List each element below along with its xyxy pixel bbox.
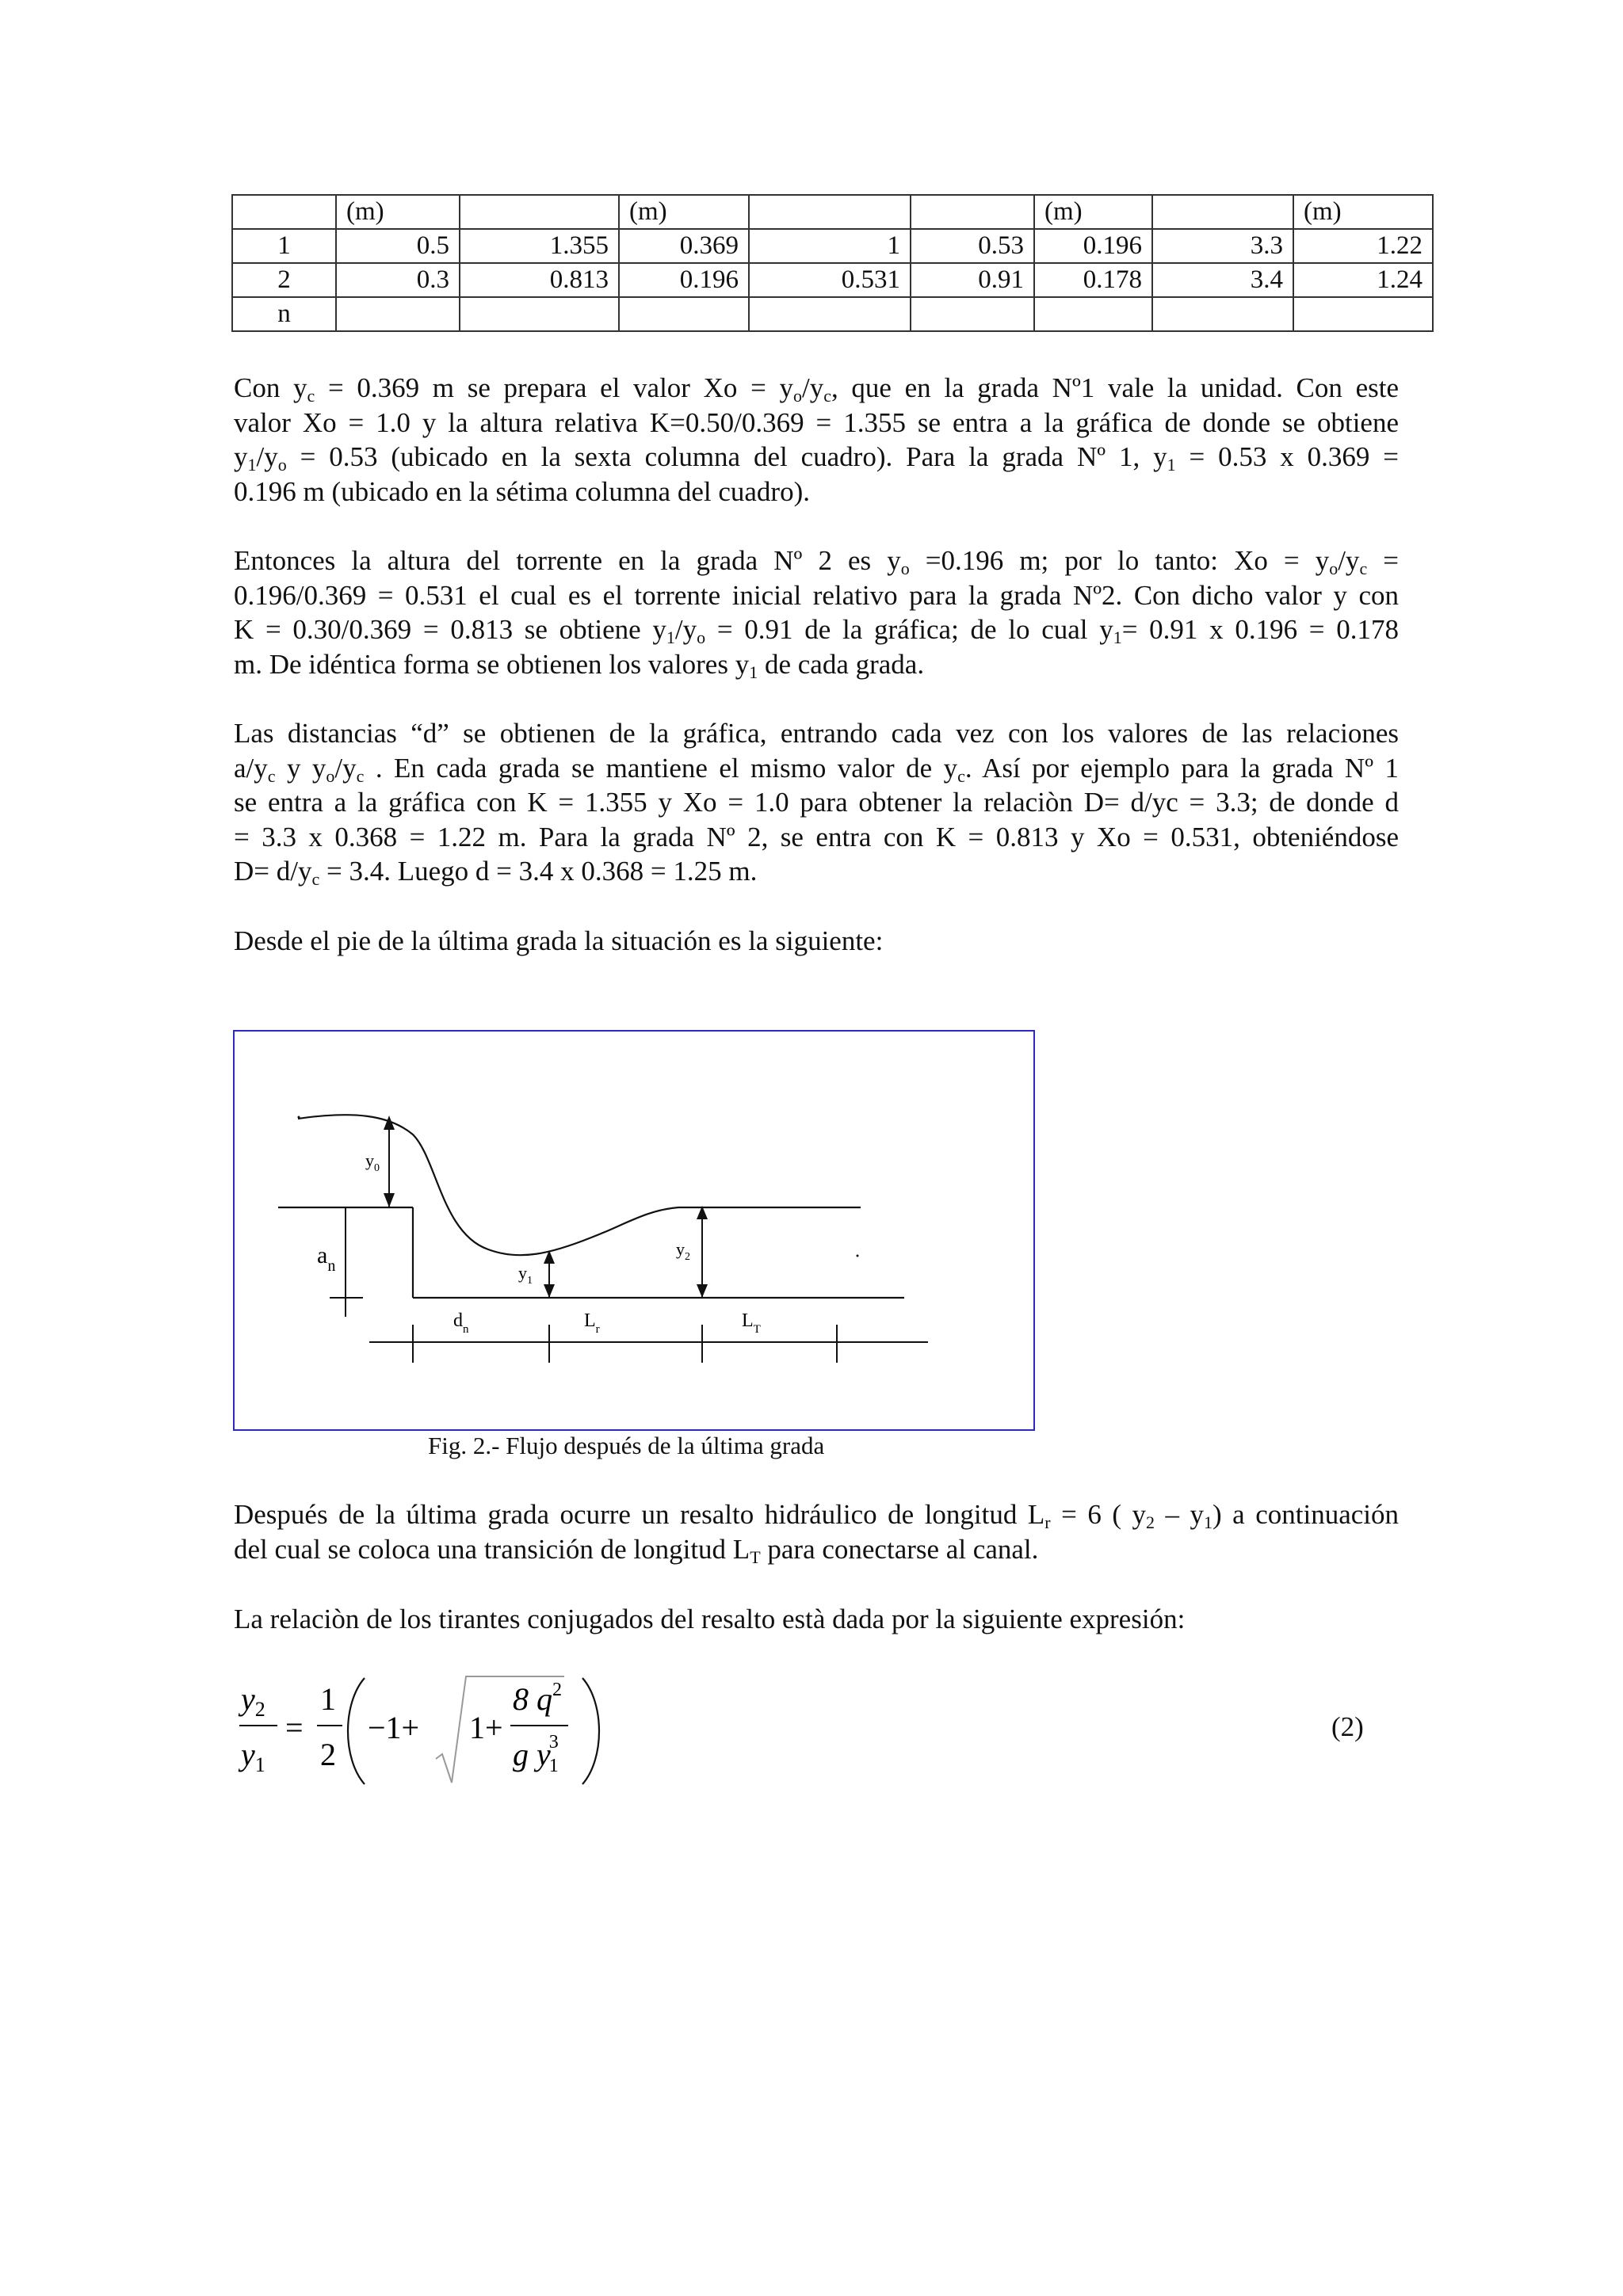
text-line: m. De idéntica forma se obtienen los valores $y_1$ de cada grada. bbox=[234, 648, 925, 682]
formula-minus-one: −1+ bbox=[368, 1710, 420, 1745]
table-cell: 0.531 bbox=[749, 263, 911, 297]
table-cell bbox=[336, 297, 460, 331]
formula-left-paren bbox=[348, 1678, 365, 1784]
table-header-cell: (m) bbox=[619, 195, 749, 229]
text-line: Entonces la altura del torrente en la grada Nº 2 es $y_o =0.196$ m; por lo tanto: $Xo = y_o/y_c$ = bbox=[234, 545, 1399, 578]
text-line: = 3.3 x 0.368 = 1.22 m. Para la grada Nº 2, se entra con K = 0.813 y Xo = 0.531, obteniéndose bbox=[234, 821, 1399, 852]
text-line: del cual se coloca una transición de longitud $L_T$ para conectarse al canal. bbox=[234, 1533, 1039, 1567]
y1-label: $y_1$ bbox=[518, 1263, 533, 1287]
paragraph-3 bbox=[234, 716, 1399, 889]
formula-one-plus: 1+ bbox=[469, 1710, 503, 1745]
table-cell: 3.4 bbox=[1152, 263, 1293, 297]
table-cell: 0.196 bbox=[619, 263, 749, 297]
lt-label: $L_T$ bbox=[742, 1310, 761, 1336]
text-line: valor Xo = 1.0 y la altura relativa K=0.50/0.369 = 1.355 se entra a la gráfica de donde se obtiene bbox=[234, 406, 1399, 438]
table-cell bbox=[619, 297, 749, 331]
y0-label: $y_0$ bbox=[365, 1150, 380, 1174]
table-header-cell bbox=[1152, 195, 1293, 229]
stray-dot-right bbox=[857, 1255, 859, 1257]
table-header-cell bbox=[911, 195, 1034, 229]
formula-inner-denominator: g y13 bbox=[513, 1732, 559, 1776]
formula-inner-numerator: 8 $q^2$ bbox=[513, 1680, 562, 1717]
table-cell: n bbox=[232, 297, 336, 331]
table-row bbox=[232, 297, 1433, 331]
table-cell: 1 bbox=[232, 229, 336, 263]
table-cell: 0.369 bbox=[619, 229, 749, 263]
table-header-row bbox=[232, 195, 1433, 229]
table-header-cell: (m) bbox=[1293, 195, 1433, 229]
text-line: $D= d/y_c = 3.4$. Luego d = 3.4 x 0.368 = 1.25 m. bbox=[234, 856, 758, 889]
table-row bbox=[232, 229, 1433, 263]
table-row bbox=[232, 263, 1433, 297]
table-cell bbox=[1152, 297, 1293, 331]
table-cell bbox=[1034, 297, 1152, 331]
figure-caption: Fig. 2.- Flujo después de la última grada bbox=[428, 1432, 825, 1459]
formula-equals: = bbox=[285, 1710, 304, 1745]
table-cell: 2 bbox=[232, 263, 336, 297]
lr-label: $L_r$ bbox=[584, 1310, 600, 1336]
table-cell: 1 bbox=[749, 229, 911, 263]
table-cell: 1.355 bbox=[460, 229, 619, 263]
results-table bbox=[231, 194, 1434, 332]
text-line: La relaciòn de los tirantes conjugados del resalto està dada por la siguiente expresión: bbox=[234, 1604, 1186, 1634]
figure-frame bbox=[233, 1030, 1035, 1431]
table-header-cell bbox=[749, 195, 911, 229]
table-cell: 3.3 bbox=[1152, 229, 1293, 263]
table-cell: 0.813 bbox=[460, 263, 619, 297]
equation-number: (2) bbox=[1331, 1711, 1364, 1742]
water-surface-curve bbox=[298, 1115, 861, 1255]
table-cell bbox=[1293, 297, 1433, 331]
table-cell: 1.22 bbox=[1293, 229, 1433, 263]
text-line: Con $y_c = 0.369$ m se prepara el valor $Xo = y_o/y_c$, que en la grada Nº1 vale la unidad. Con este bbox=[234, 372, 1399, 406]
text-line: Desde el pie de la última grada la situación es la siguiente: bbox=[234, 925, 884, 956]
paragraph-6 bbox=[234, 1602, 1399, 1637]
table-cell: 0.91 bbox=[911, 263, 1034, 297]
conjugate-depth-formula bbox=[231, 1672, 1420, 1791]
text-line: K = 0.30/0.369 = 0.813 se obtiene $y_1/y_o = 0.91$ de la gráfica; de lo cual $y_1= 0.91$ x 0.196 = 0.178 bbox=[234, 614, 1399, 647]
paragraph-2 bbox=[234, 543, 1399, 681]
table-cell: 0.5 bbox=[336, 229, 460, 263]
table-header-cell bbox=[460, 195, 619, 229]
y1-arrow-head-bottom bbox=[544, 1284, 555, 1298]
text-line: 0.196 m (ubicado en la sétima columna del cuadro). bbox=[234, 475, 810, 507]
table-header-cell bbox=[232, 195, 336, 229]
table-header-cell: (m) bbox=[1034, 195, 1152, 229]
table-cell: 1.24 bbox=[1293, 263, 1433, 297]
dn-label: $d_n$ bbox=[453, 1310, 469, 1336]
y2-arrow-head-bottom bbox=[697, 1284, 708, 1298]
table-cell: 0.178 bbox=[1034, 263, 1152, 297]
table-cell: 0.53 bbox=[911, 229, 1034, 263]
table-cell: 0.3 bbox=[336, 263, 460, 297]
text-line: 0.196/0.369 = 0.531 el cual es el torrente inicial relativo para la grada Nº2. Con dicho valor y con bbox=[234, 579, 1399, 611]
formula-right-paren bbox=[582, 1678, 599, 1784]
stray-dot bbox=[298, 1116, 300, 1119]
y0-arrow-head-bottom bbox=[384, 1193, 395, 1207]
text-line: $y_1/y_o = 0.53$ (ubicado en la sexta columna del cuadro). Para la grada Nº 1, $y_1 = 0.53$ x 0.369 = bbox=[234, 441, 1399, 475]
y2-label: $y_2$ bbox=[676, 1239, 690, 1263]
an-label: $a_n$ bbox=[317, 1242, 336, 1275]
table-cell bbox=[911, 297, 1034, 331]
table-cell bbox=[749, 297, 911, 331]
text-line: Después de la última grada ocurre un resalto hidráulico de longitud $L_r = 6$ ( $y_2 - y_1$) a continuación bbox=[234, 1499, 1399, 1532]
flow-diagram bbox=[235, 1032, 1033, 1429]
formula-lhs-numerator: $y_2$ bbox=[241, 1681, 265, 1721]
text-line: $a/y_c$ y $y_o/y_c$ . En cada grada se mantiene el mismo valor de $y_c$. Así por ejemplo para la grada Nº 1 bbox=[234, 752, 1399, 786]
formula-lhs-denominator: $y_1$ bbox=[241, 1737, 265, 1776]
table-cell bbox=[460, 297, 619, 331]
text-line: se entra a la gráfica con K = 1.355 y Xo = 1.0 para obtener la relaciòn D= d/yc = 3.3; de donde d bbox=[234, 787, 1399, 818]
paragraph-5 bbox=[234, 1497, 1399, 1566]
paragraph-1 bbox=[234, 371, 1399, 509]
formula-half-denominator: 2 bbox=[320, 1737, 336, 1772]
text-line: Las distancias “d” se obtienen de la gráfica, entrando cada vez con los valores de las relaciones bbox=[234, 718, 1399, 749]
table-header-cell: (m) bbox=[336, 195, 460, 229]
formula-half-numerator: 1 bbox=[320, 1681, 336, 1717]
paragraph-4 bbox=[234, 924, 1399, 959]
table-cell: 0.196 bbox=[1034, 229, 1152, 263]
